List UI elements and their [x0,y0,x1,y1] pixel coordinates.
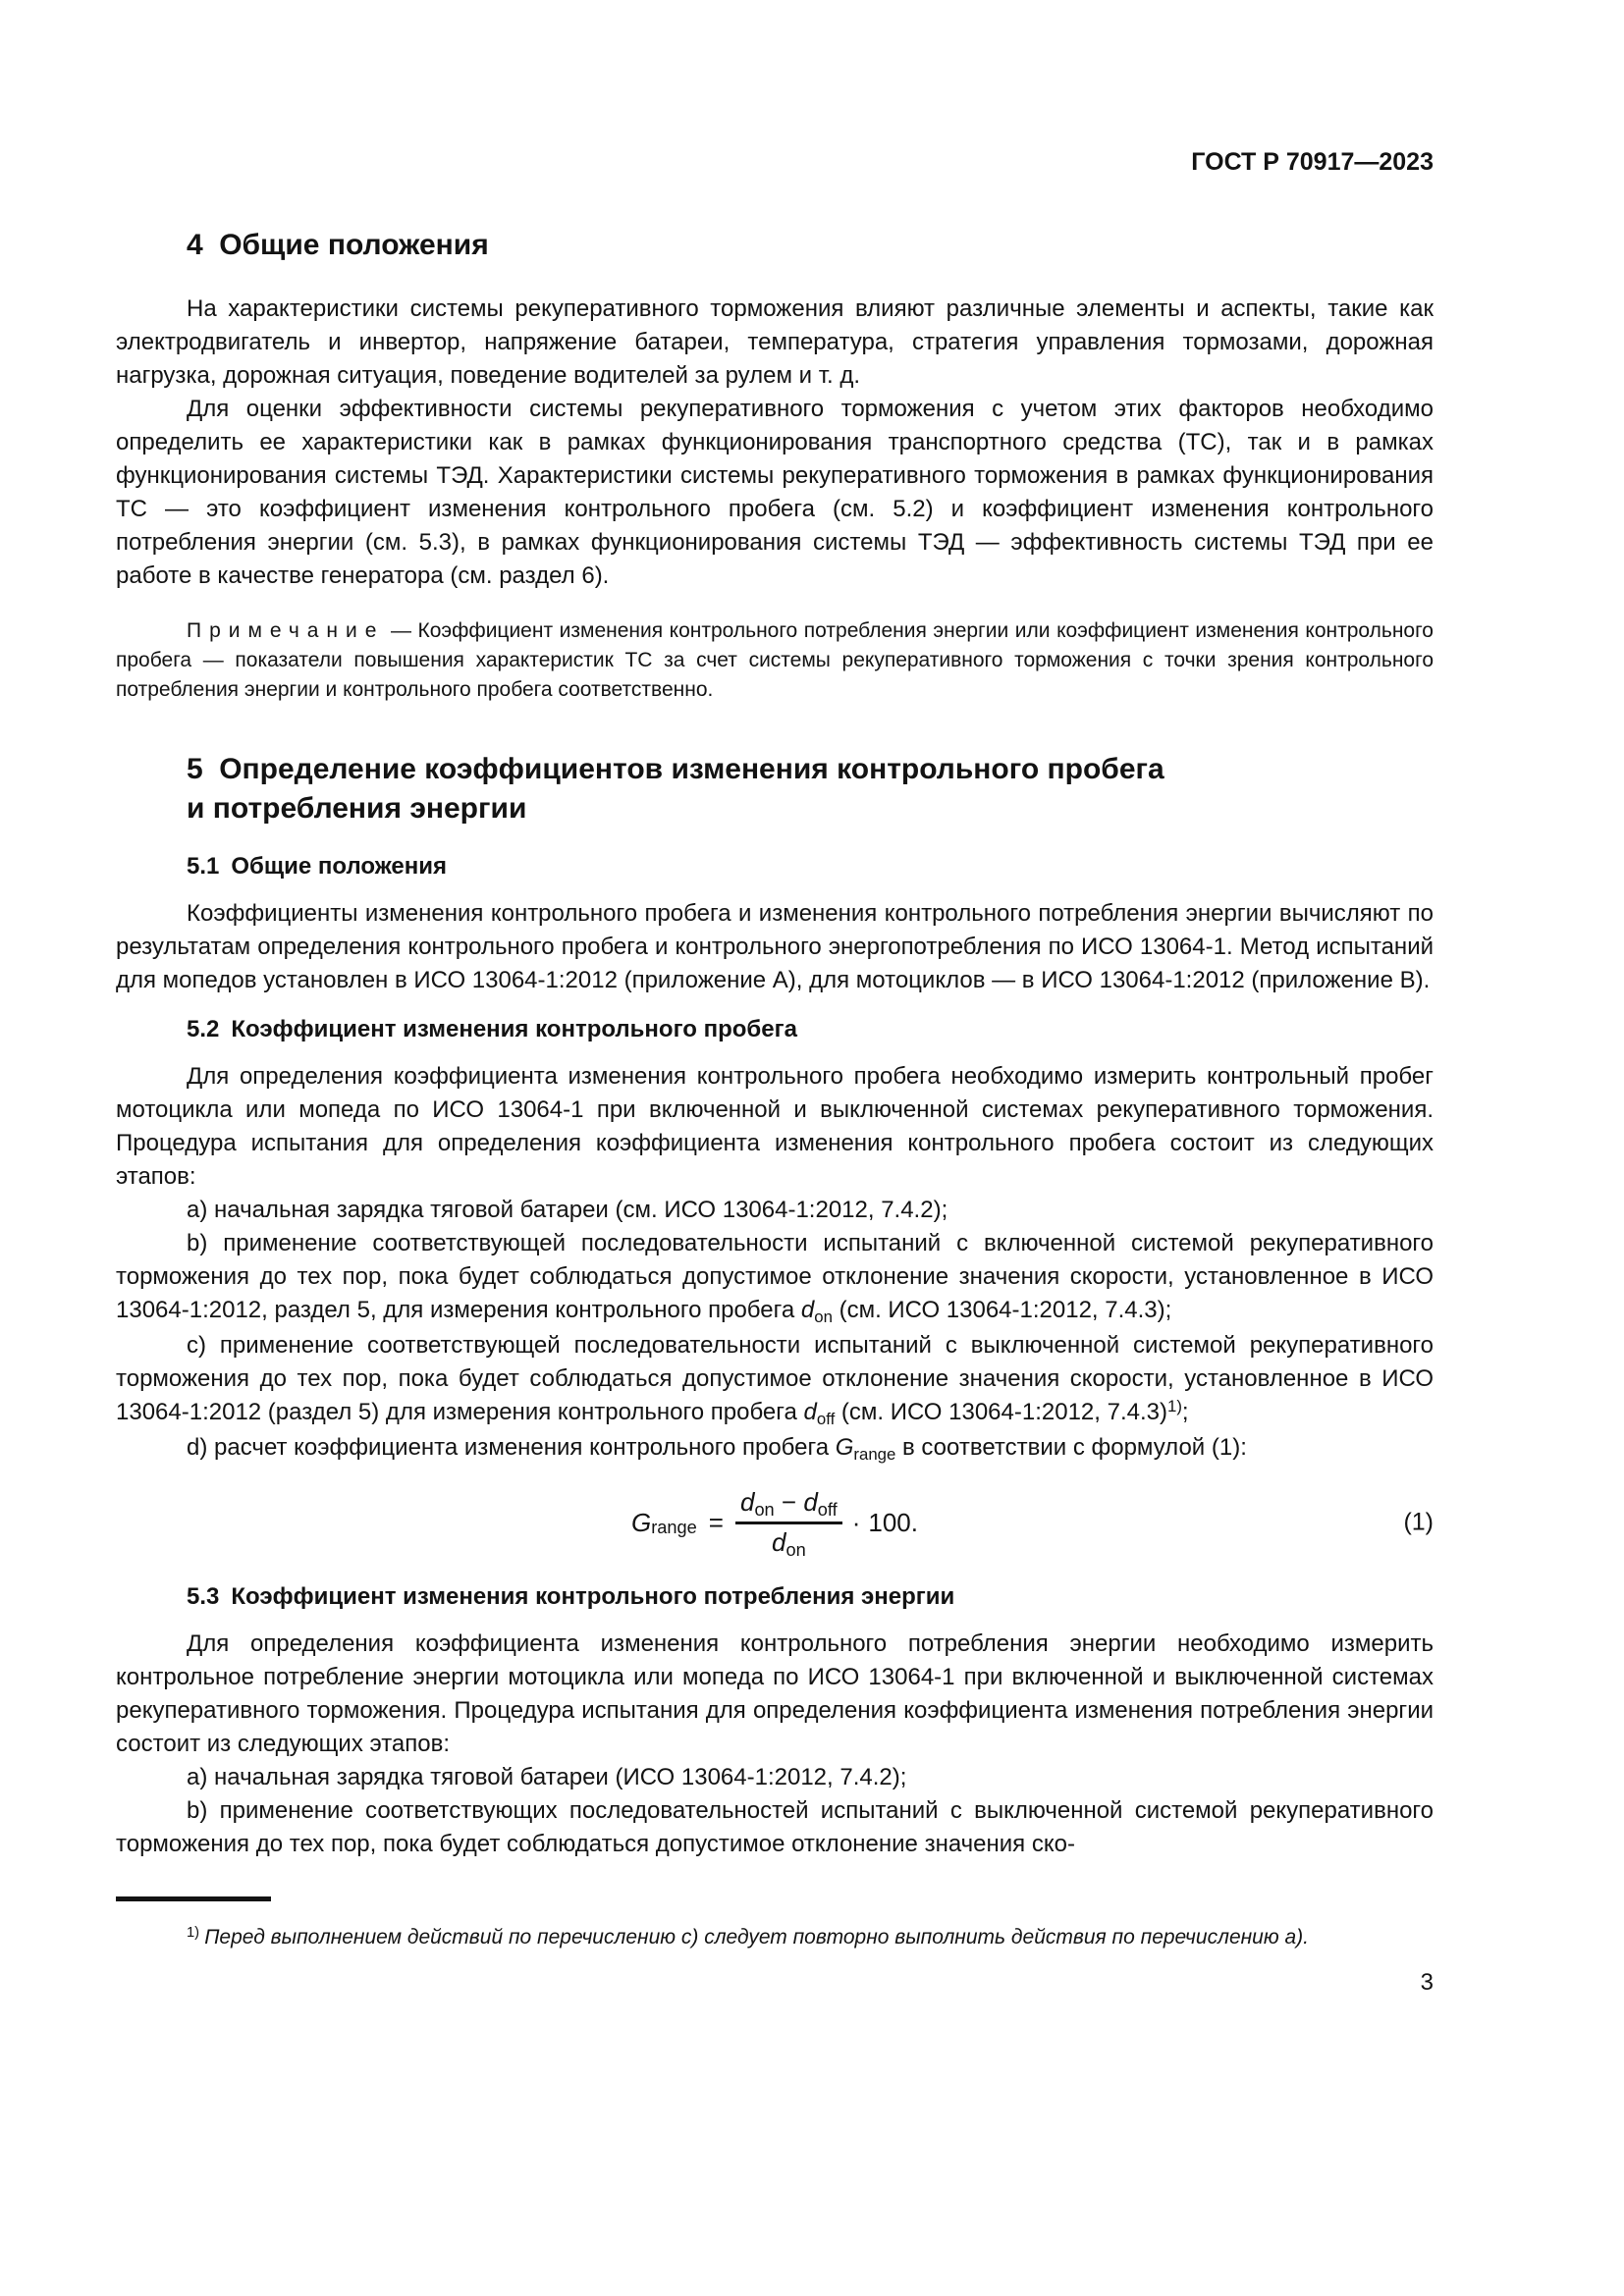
fraction [735,1487,842,1561]
footnote-number: 1) [187,1925,200,1942]
list-item-b-53: b) применение соответствующих последовательностей испытаний с выключенной системой рекуперативного торможения до тех пор, пока будет соблюдаться допустимое отклонение значения ско- [116,1797,1434,1857]
subsection-5-3-number: 5.3 [187,1583,220,1610]
fraction-numerator: $d_{on} - d_{off}$ [735,1487,842,1524]
section-5-title-line2: и потребления энергии [187,792,527,825]
footnote-text: $^{1)}$ Перед выполнением действий по перечислению c) следует повторно выполнить действия по перечислению а). [187,1925,1309,1949]
page-number: 3 [1420,1969,1434,1996]
list-item-b: b) применение соответствующей последовательности испытаний с включенной системой рекуперативного торможения до тех пор, пока будет соблюдаться допустимое отклонение значения скорости, установленное в ИСО 13064-1:2012, раздел 5, для измерения контрольного пробега $d_{on}$ (см. ИСО 13064-1:2012, 7.4.3); [116,1230,1434,1326]
subsection-5-2-heading [116,1013,1434,1046]
note-label: Примечание [187,619,385,642]
subsection-5-1-heading [116,850,1434,883]
formula-1 [116,1480,1434,1565]
subsection-5-1-paragraph: Коэффициенты изменения контрольного пробега и изменения контрольного потребления энергии вычисляют по результатам определения контрольного пробега и контрольного энергопотребления по ИСО 13064-1. Метод испытаний для мопедов установлен в ИСО 13064-1:2012 (приложение А), для мотоциклов — в ИСО 13064-1:2012 (приложение В). [116,900,1434,993]
formula-1-expression: G $_{range}$ = $\frac{d_{on} - d_{off}}{d_{on}}$ · 100. [631,1487,918,1561]
section-4-paragraph-2: Для оценки эффективности системы рекуперативного торможения с учетом этих факторов необходимо определить ее характеристики как в рамках функционирования транспортного средства (ТС), так и в рамках функционирования системы ТЭД. Характеристики системы рекуперативного торможения в рамках функционирования ТС — это коэффициент изменения контрольного пробега (см. 5.2) и коэффициент изменения контрольного потребления энергии (см. 5.3), в рамках функционирования системы ТЭД — эффективность системы ТЭД при ее работе в качестве генератора (см. раздел 6). [116,396,1434,589]
subsection-5-1-number: 5.1 [187,853,220,880]
section-4-title: Общие положения [219,229,489,261]
math-var-d-on: d [800,1297,815,1323]
math-sub-off: off [816,1409,836,1428]
list-item-c: c) применение соответствующей последовательности испытаний с выключенной системой рекуперативного торможения до тех пор, пока будет соблюдаться допустимое отклонение значения скорости, установленное в ИСО 13064-1:2012 (раздел 5) для измерения контрольного пробега $d_{off}$ (см. ИСО 13064-1:2012, 7.4.3)$^{1)}$; [116,1332,1434,1428]
section-4-note [116,616,1434,705]
note-text: — Коэффициент изменения контрольного потребления энергии или коэффициент изменения контрольного пробега — показатели повышения характеристик ТС за счет системы рекуперативного торможения с точки зрения контрольного потребления энергии и контрольного пробега соответственно. [116,619,1434,701]
section-4-heading [116,226,1434,265]
factor-100: 100. [868,1507,918,1537]
math-var-g-range: G [835,1434,854,1461]
math-var-d-off: d [803,1399,817,1425]
subsection-5-2-number: 5.2 [187,1016,220,1042]
minus-sign: − [781,1487,797,1517]
subsection-5-1-title: Общие положения [231,853,448,880]
subsection-5-2-paragraph: Для определения коэффициента изменения контрольного пробега необходимо измерить контрольный пробег мотоцикла или мопеда по ИСО 13064-1 при включенной и выключенной системах рекуперативного торможения. Процедура испытания для определения коэффициента изменения контрольного пробега состоит из следующих этапов: [116,1063,1434,1190]
fraction-denominator: $d_{on}$ [771,1527,806,1561]
section-4-number: 4 [187,229,203,261]
section-4-paragraph-1: На характеристики системы рекуперативного торможения влияют различные элементы и аспекты, такие как электродвигатель и инвертор, напряжение батареи, температура, стратегия управления тормозами, дорожная нагрузка, дорожная ситуация, поведение водителей за рулем и т. д. [116,295,1434,389]
list-item-a-53: a) начальная зарядка тяговой батареи (ИСО 13064-1:2012, 7.4.2); [187,1764,907,1790]
list-item-a: a) начальная зарядка тяговой батареи (см. ИСО 13064-1:2012, 7.4.2); [187,1197,948,1223]
footnote-divider [116,1896,271,1901]
equation-number: (1) [1403,1508,1434,1536]
math-sub-range: range [853,1444,896,1464]
section-5-number: 5 [187,753,203,785]
subsection-5-3-paragraph: Для определения коэффициента изменения контрольного потребления энергии необходимо измерить контрольное потребление энергии мотоцикла или мопеда по ИСО 13064-1 при включенной и выключенной системах рекуперативного торможения. Процедура испытания для определения коэффициента изменения потребления энергии состоит из следующих этапов: [116,1630,1434,1757]
list-item-d: d) расчет коэффициента изменения контрольного пробега $G_{range}$ в соответствии с формулой (1): [187,1434,1247,1464]
multiplication-dot: · [851,1507,861,1537]
subsection-5-3-heading [116,1580,1434,1614]
section-5-title-line1: Определение коэффициентов изменения контрольного пробега [219,753,1164,785]
subsection-5-2-title: Коэффициент изменения контрольного пробега [231,1016,797,1042]
document-designation: ГОСТ Р 70917—2023 [1191,148,1434,176]
math-sub-on: on [814,1307,833,1326]
section-5-heading [116,750,1434,828]
equals-sign: = [708,1507,724,1537]
footnote-reference: 1) [1166,1397,1182,1416]
subsection-5-3-title: Коэффициент изменения контрольного потребления энергии [231,1583,955,1610]
footnote-block [116,1896,1434,1956]
